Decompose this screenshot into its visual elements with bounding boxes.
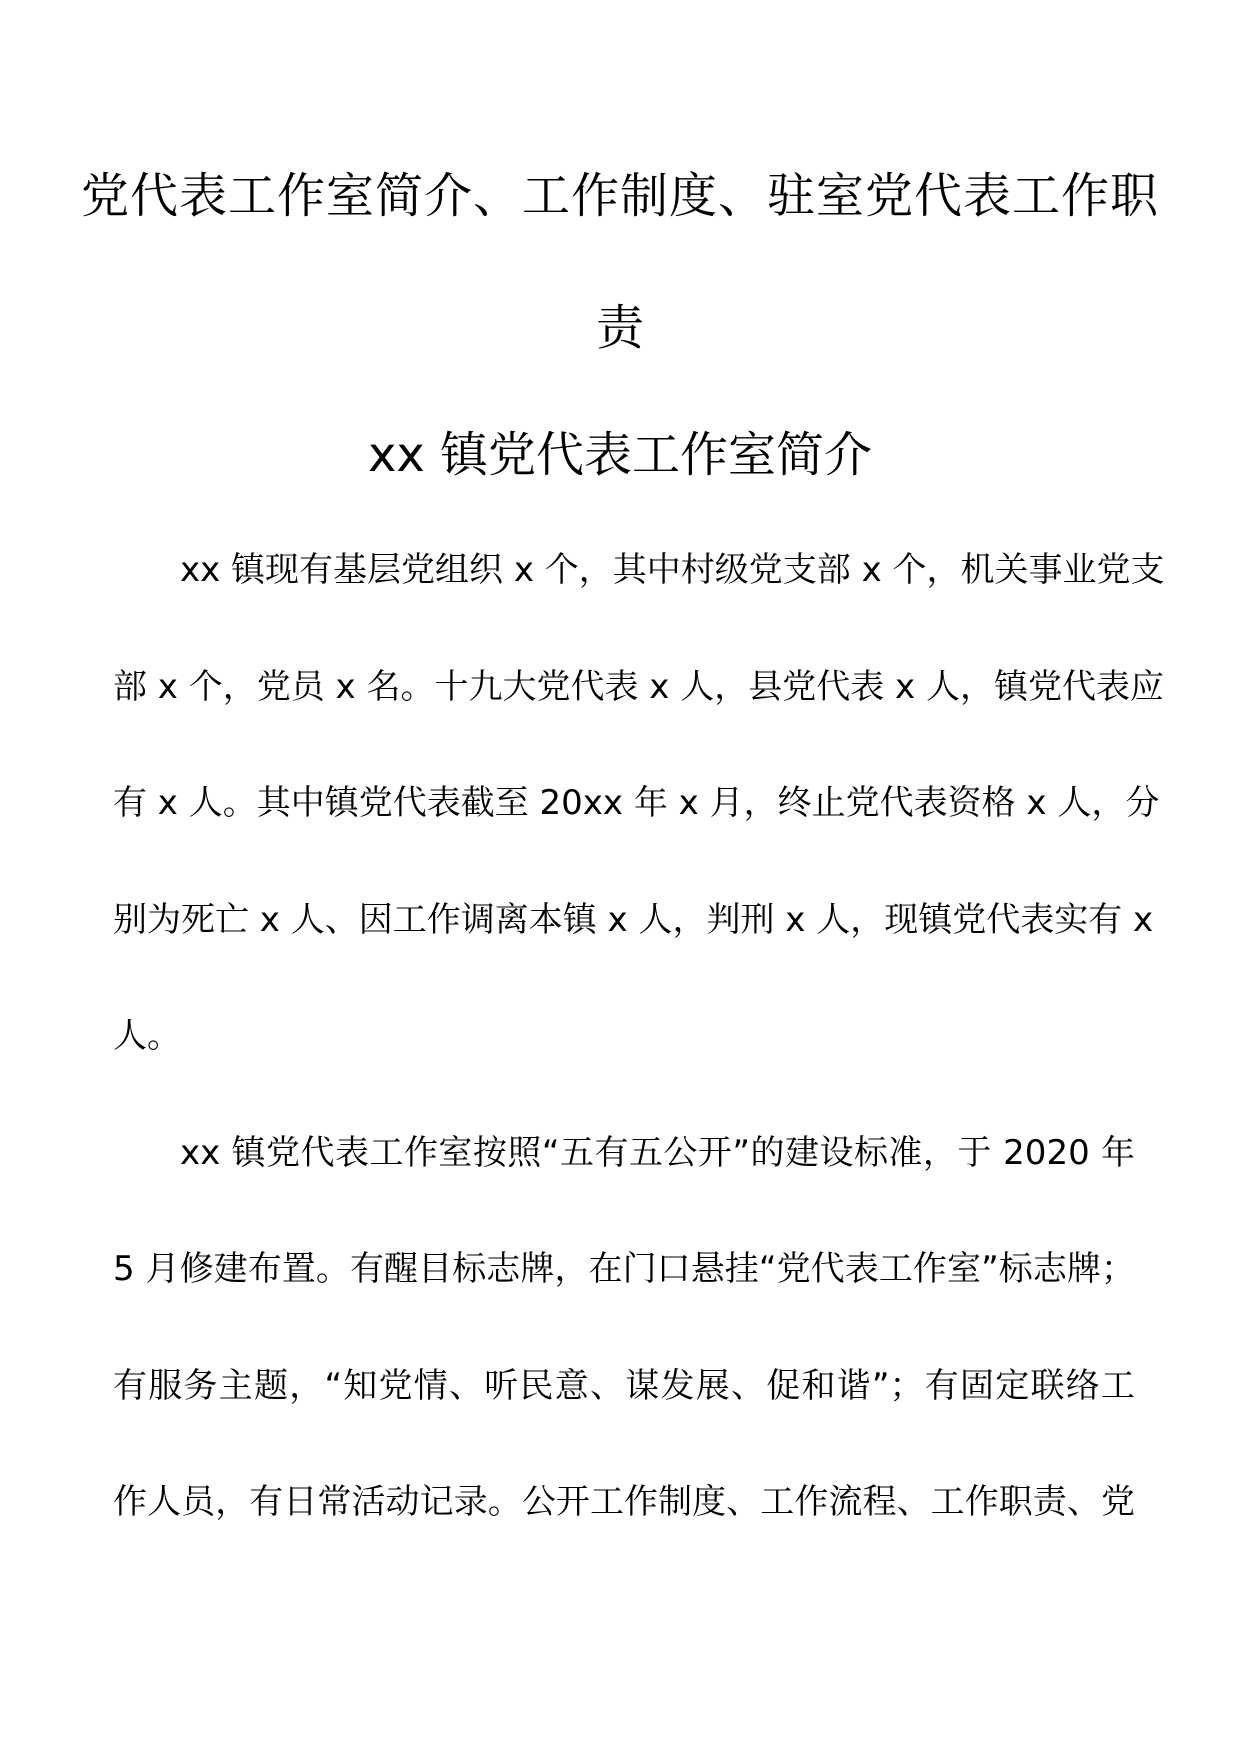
paragraph-line: 有 x 人。其中镇党代表截至 20xx 年 x 月，终止党代表资格 x 人，分 [113,783,1160,823]
section-subtitle: xx 镇党代表工作室简介 [367,427,873,483]
paragraph-line: 作人员，有日常活动记录。公开工作制度、工作流程、工作职责、党 [113,1482,1135,1522]
paragraph-line: 有服务主题，“知党情、听民意、谋发展、促和谐”；有固定联络工 [113,1366,1135,1406]
document-title-line-2: 责 [595,300,644,356]
paragraph-line: 人。 [113,1016,181,1056]
document-title-line-1: 党代表工作室简介、工作制度、驻室党代表工作职 [80,168,1159,224]
paragraph-line: xx 镇党代表工作室按照“五有五公开”的建设标准，于 2020 年 [180,1133,1135,1173]
paragraph-line: 部 x 个，党员 x 名。十九大党代表 x 人，县党代表 x 人，镇党代表应 [113,667,1164,707]
paragraph-line: 5 月修建布置。有醒目标志牌，在门口悬挂“党代表工作室”标志牌； [113,1249,1135,1289]
paragraph-line: 别为死亡 x 人、因工作调离本镇 x 人，判刑 x 人，现镇党代表实有 x [113,900,1154,940]
paragraph-line: xx 镇现有基层党组织 x 个，其中村级党支部 x 个，机关事业党支 [180,550,1165,590]
